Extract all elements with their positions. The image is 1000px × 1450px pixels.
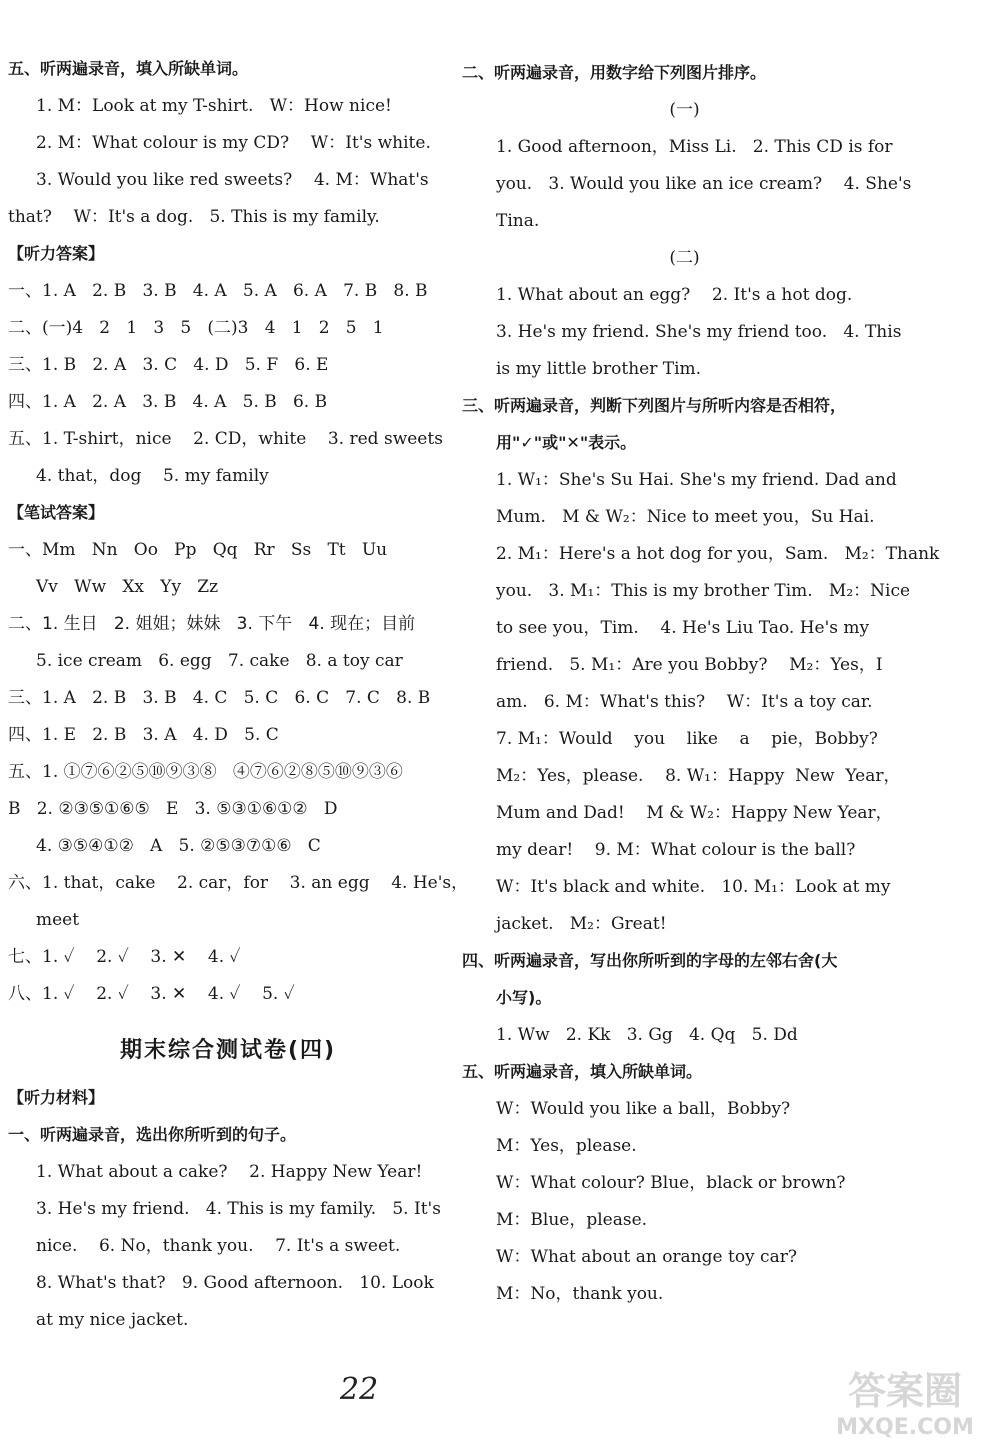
left-text-line: 三、1. B 2. A 3. C 4. D 5. F 6. E	[8, 355, 329, 375]
right-text-line: W：Would you like a ball，Bobby?	[496, 1099, 791, 1119]
right-text-line: M：No，thank you.	[496, 1284, 664, 1304]
right-text-line: is my little brother Tim.	[496, 359, 702, 379]
right-text-line: friend. 5. M₁：Are you Bobby? M₂：Yes，I	[496, 655, 883, 675]
left-text-line: 四、1. A 2. A 3. B 4. A 5. B 6. B	[8, 392, 328, 412]
left-text-line: 一、1. A 2. B 3. B 4. A 5. A 6. A 7. B 8. B	[8, 281, 428, 301]
watermark-url: MXQE.COM	[836, 1415, 974, 1440]
left-text-line: that? W：It's a dog. 5. This is my family.	[8, 207, 380, 227]
right-text-line: you. 3. Would you like an ice cream? 4. She's	[496, 174, 912, 194]
left-text-line: 8. What's that? 9. Good afternoon. 10. Look	[36, 1273, 434, 1293]
left-text-line: 2. M：What colour is my CD? W：It's white.	[36, 133, 431, 153]
right-text-line: jacket. M₂：Great!	[496, 914, 667, 934]
left-text-line: 七、1. ✓ 2. ✓ 3. ✕ 4. ✓	[8, 947, 241, 967]
left-text-line: 五、1. T-shirt，nice 2. CD，white 3. red sweets	[8, 429, 443, 449]
left-text-line: 五、1. ①⑦⑥②⑤⑩⑨③⑧ ④⑦⑥②⑧⑤⑩⑨③⑥	[8, 762, 403, 782]
right-text-line: 3. He's my friend. She's my friend too. 4. This	[496, 322, 902, 342]
right-text-line: my dear! 9. M：What colour is the ball?	[496, 840, 856, 860]
left-text-line: 八、1. ✓ 2. ✓ 3. ✕ 4. ✓ 5. ✓	[8, 984, 295, 1004]
right-text-line: M₂：Yes，please. 8. W₁：Happy New Year，	[496, 766, 901, 786]
right-text-line: Mum and Dad! M & W₂：Happy New Year，	[496, 803, 893, 823]
right-text-line: (二)	[669, 248, 700, 268]
left-text-line: B 2. ②③⑤①⑥⑤ E 3. ⑤③①⑥①② D	[8, 799, 338, 819]
right-text-line: 用"✓"或"✕"表示。	[496, 433, 637, 452]
right-text-line: W：What colour? Blue，black or brown?	[496, 1173, 846, 1193]
right-text-line: 2. M₁：Here's a hot dog for you，Sam. M₂：Thank	[496, 544, 940, 564]
left-text-line: nice. 6. No，thank you. 7. It's a sweet.	[36, 1236, 401, 1256]
right-text-line: 五、听两遍录音，填入所缺单词。	[462, 1062, 703, 1081]
left-text-line: 五、听两遍录音，填入所缺单词。	[8, 59, 249, 78]
left-text-line: 二、1. 生日 2. 姐姐；妹妹 3. 下午 4. 现在；目前	[8, 614, 416, 634]
watermark-title: 答案圈	[847, 1369, 963, 1413]
left-text-line: 一、听两遍录音，选出你所听到的句子。	[8, 1125, 297, 1144]
page-number: 22	[340, 1372, 379, 1407]
left-text-line: 【听力材料】	[8, 1088, 105, 1107]
left-text-line: 三、1. A 2. B 3. B 4. C 5. C 6. C 7. C 8. B	[8, 688, 431, 708]
left-text-line: at my nice jacket.	[36, 1310, 189, 1330]
left-text-line: 四、1. E 2. B 3. A 4. D 5. C	[8, 725, 279, 745]
right-text-line: 小写)。	[496, 988, 552, 1007]
left-text-line: 1. M：Look at my T-shirt. W：How nice!	[36, 96, 392, 116]
left-text-line: 3. He's my friend. 4. This is my family. 5. It's	[36, 1199, 441, 1219]
right-text-line: 1. What about an egg? 2. It's a hot dog.	[496, 285, 853, 305]
watermark-logo	[820, 1360, 990, 1442]
left-text-line: 期末综合测试卷(四)	[119, 1038, 337, 1063]
left-text-line: 1. What about a cake? 2. Happy New Year!	[36, 1162, 423, 1182]
right-text-line: to see you，Tim. 4. He's Liu Tao. He's my	[496, 618, 870, 638]
right-text-line: M：Blue，please.	[496, 1210, 648, 1230]
right-text-line: W：What about an orange toy car?	[496, 1247, 797, 1267]
left-text-line: 六、1. that，cake 2. car，for 3. an egg 4. He's，	[8, 873, 469, 893]
right-text-line: am. 6. M：What's this? W：It's a toy car.	[496, 692, 873, 712]
left-text-line: 5. ice cream 6. egg 7. cake 8. a toy car	[36, 651, 403, 671]
right-text-line: W：It's black and white. 10. M₁：Look at my	[496, 877, 891, 897]
right-text-line: M：Yes，please.	[496, 1136, 637, 1156]
left-text-line: 4. that，dog 5. my family	[36, 466, 269, 486]
right-text-line: Tina.	[496, 211, 540, 231]
right-text-line: 二、听两遍录音，用数字给下列图片排序。	[462, 63, 767, 82]
left-text-line: 【笔试答案】	[8, 503, 105, 522]
left-text-line: 3. Would you like red sweets? 4. M：What's	[36, 170, 429, 190]
right-text-line: 四、听两遍录音，写出你所听到的字母的左邻右舍(大	[462, 951, 838, 970]
right-text-line: 1. W₁：She's Su Hai. She's my friend. Dad and	[496, 470, 897, 490]
right-text-line: Mum. M & W₂：Nice to meet you，Su Hai.	[496, 507, 875, 527]
right-text-line: you. 3. M₁：This is my brother Tim. M₂：Nice	[496, 581, 911, 601]
right-text-line: 7. M₁：Would you like a pie，Bobby?	[496, 729, 878, 749]
left-text-line: Vv Ww Xx Yy Zz	[36, 577, 219, 597]
left-text-line: meet	[36, 910, 80, 930]
right-text-line: (一)	[669, 100, 700, 120]
left-text-line: 4. ③⑤④①② A 5. ②⑤③⑦①⑥ C	[36, 836, 321, 856]
left-text-line: 【听力答案】	[8, 244, 105, 263]
right-text-line: 三、听两遍录音，判断下列图片与所听内容是否相符，	[462, 396, 847, 415]
right-text-line: 1. Good afternoon，Miss Li. 2. This CD is for	[496, 137, 893, 157]
left-text-line: 一、Mm Nn Oo Pp Qq Rr Ss Tt Uu	[8, 540, 388, 560]
right-text-line: 1. Ww 2. Kk 3. Gg 4. Qq 5. Dd	[496, 1025, 798, 1045]
left-text-line: 二、(一)4 2 1 3 5 (二)3 4 1 2 5 1	[8, 318, 384, 338]
